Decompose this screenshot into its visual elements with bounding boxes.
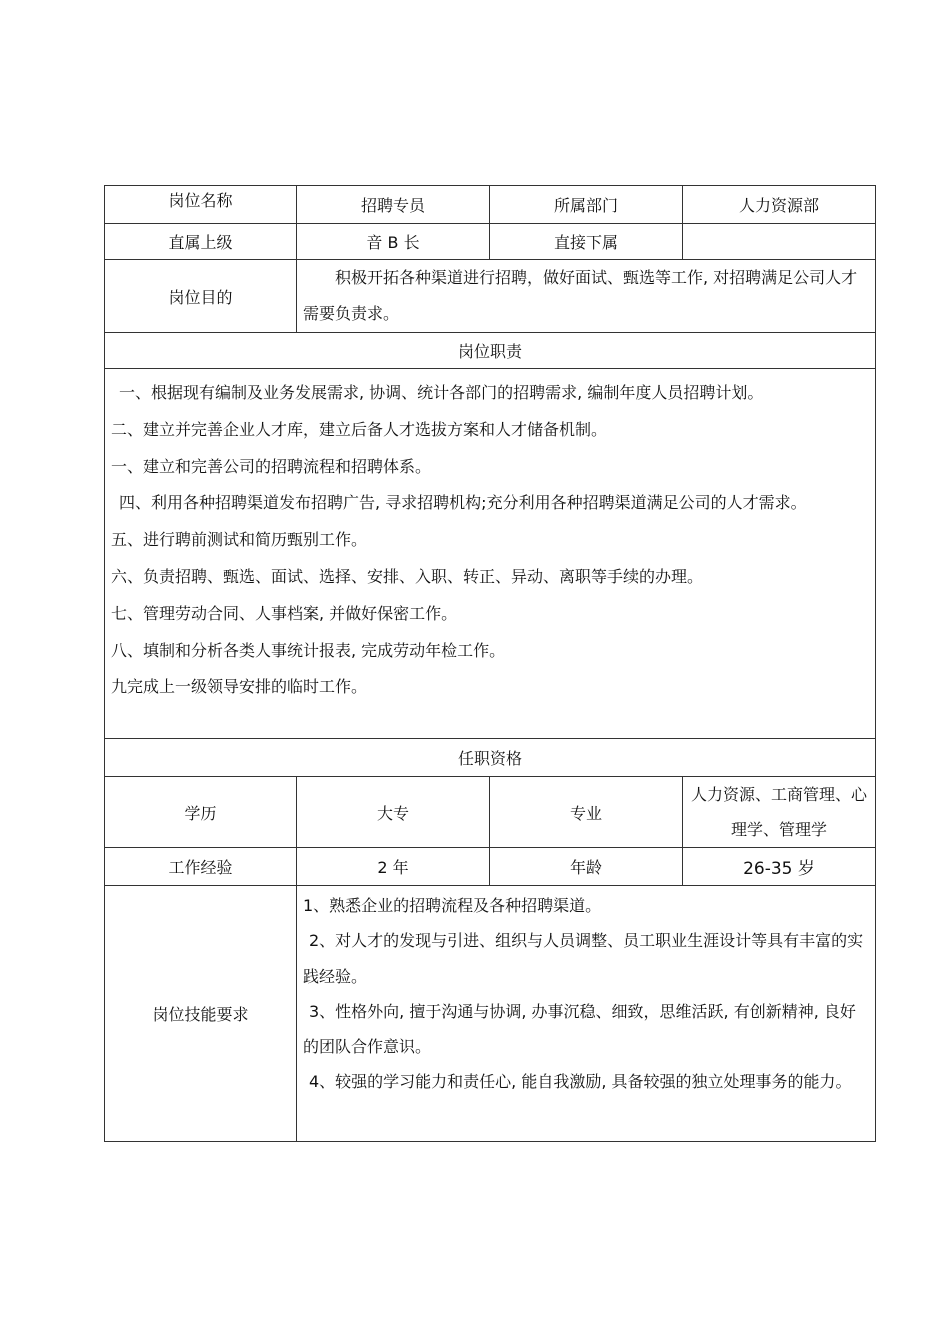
duty-item: 一、建立和完善公司的招聘流程和招聘体系。	[111, 456, 432, 476]
position-name-label: 岗位名称	[168, 191, 233, 210]
purpose-text: 积极开拓各种渠道进行招聘，做好面试、甄选等工作, 对招聘满足公司人才需要负责求。	[297, 260, 876, 333]
experience-label: 工作经验	[105, 848, 297, 886]
row-purpose	[105, 260, 876, 333]
skills-label: 岗位技能要求	[105, 886, 297, 1142]
duty-item: 七、管理劳动合同、人事档案, 并做好保密工作。	[111, 603, 458, 623]
skill-item: 1、熟悉企业的招聘流程及各种招聘渠道。	[303, 896, 602, 916]
experience-value: 2 年	[297, 848, 490, 886]
duties-title: 岗位职责	[105, 333, 876, 369]
subordinate-value	[683, 224, 876, 260]
duty-item: 一、根据现有编制及业务发展需求, 协调、统计各部门的招聘需求, 编制年度人员招聘计划。	[119, 383, 764, 402]
education-value: 大专	[297, 777, 490, 848]
skill-item: 2、对人才的发现与引进、组织与人员调整、员工职业生涯设计等具有丰富的实践经验。	[303, 931, 864, 986]
row-superior	[105, 224, 876, 260]
purpose-label: 岗位目的	[105, 260, 297, 333]
position-name-value: 招聘专员	[297, 186, 490, 224]
superior-value: 音 B 长	[297, 224, 490, 260]
age-label: 年龄	[490, 848, 683, 886]
row-duties-title	[105, 333, 876, 369]
skill-item: 3、性格外向, 擅于沟通与协调, 办事沉稳、细致，思维活跃, 有创新精神, 良好的团队合作意识。	[303, 1001, 856, 1056]
duties-list	[105, 369, 876, 739]
row-experience	[105, 848, 876, 886]
major-label: 专业	[490, 777, 683, 848]
superior-label: 直属上级	[105, 224, 297, 260]
education-label: 学历	[105, 777, 297, 848]
duty-item: 六、负责招聘、甄选、面试、选择、安排、入职、转正、异动、离职等手续的办理。	[111, 566, 704, 586]
row-position-name	[105, 186, 876, 224]
qualifications-title: 任职资格	[105, 739, 876, 777]
row-duties	[105, 369, 876, 739]
major-value: 人力资源、工商管理、心理学、管理学	[683, 777, 876, 848]
department-value: 人力资源部	[683, 186, 876, 224]
subordinate-label: 直接下属	[490, 224, 683, 260]
skills-list	[297, 886, 876, 1142]
skill-item: 4、较强的学习能力和责任心, 能自我激励, 具备较强的独立处理事务的能力。	[309, 1072, 852, 1092]
duty-item: 五、进行聘前测试和简历甄别工作。	[111, 530, 368, 550]
position-name-label-cell	[105, 186, 297, 224]
row-skills	[105, 886, 876, 1142]
duty-item: 二、建立并完善企业人才库，建立后备人才选拔方案和人才储备机制。	[111, 419, 608, 439]
age-value: 26-35 岁	[683, 848, 876, 886]
duty-item: 四、利用各种招聘渠道发布招聘广告, 寻求招聘机构;充分利用各种招聘渠道满足公司的人才需求。	[119, 493, 807, 513]
duty-item: 九完成上一级领导安排的临时工作。	[111, 677, 368, 697]
row-qualifications-title	[105, 739, 876, 777]
job-description-table	[104, 185, 876, 1142]
department-label: 所属部门	[490, 186, 683, 224]
row-education	[105, 777, 876, 848]
duty-item: 八、填制和分析各类人事统计报表, 完成劳动年检工作。	[111, 640, 506, 660]
